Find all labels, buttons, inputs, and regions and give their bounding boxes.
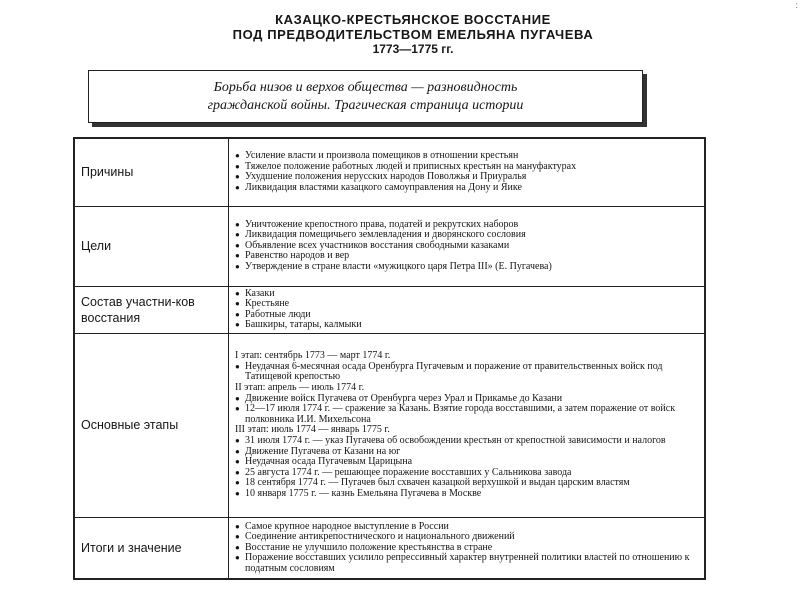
list-item-text: Восстание не улучшило положение крестьянства в стране — [245, 541, 493, 553]
bullet-icon: ● — [235, 521, 240, 531]
bullet-icon: ● — [235, 230, 240, 240]
bullet-icon: ● — [235, 151, 240, 161]
list-item-text: Самое крупное народное выступление в России — [245, 520, 449, 532]
list-item-text: Башкиры, татары, калмыки — [245, 319, 362, 331]
bullet-icon: ● — [235, 532, 240, 542]
table-row — [74, 206, 705, 286]
subtitle-box — [88, 70, 643, 123]
bullet-icon: ● — [235, 219, 240, 229]
row-items — [229, 286, 706, 333]
list-item-text: Ликвидация властями казацкого самоуправления на Дону и Яике — [245, 181, 522, 193]
row-label: Цели — [74, 206, 229, 286]
list-item — [235, 489, 700, 500]
list-item-text: Движение Пугачева от Казани на юг — [245, 445, 401, 457]
list-item-text: 12—17 июля 1774 г. — сражение за Казань. Взятие города восставшими, а затем поражение от войск полковника И.И. Михельсона — [245, 403, 676, 425]
list-item-text: 10 января 1775 г. — казнь Емельяна Пугачева в Москве — [245, 487, 482, 499]
row-items — [229, 206, 706, 286]
list-item-text: Утверждение в стране власти «мужицкого царя Петра III» (Е. Пугачева) — [245, 260, 552, 272]
bullet-icon: ● — [235, 488, 240, 498]
page-title-line-2: ПОД ПРЕДВОДИТЕЛЬСТВОМ ЕМЕЛЬЯНА ПУГАЧЕВА — [232, 27, 594, 42]
row-items — [229, 138, 706, 206]
list-item-text: Соединение антикрепостнического и национального движений — [245, 531, 515, 543]
table-row — [74, 333, 705, 517]
list-item-text: Ликвидация помещичьего землевладения и дворянского сословия — [245, 229, 526, 241]
page-header — [143, 12, 683, 56]
list-item — [235, 183, 700, 194]
row-items — [229, 333, 706, 517]
list-item-text: Неудачная 6-месячная осада Оренбурга Пугачевым и поражение от правительственных войск под Татищевой крепостью — [245, 360, 663, 383]
bullet-icon: ● — [235, 299, 240, 309]
row-label: Состав участни-ков восстания — [74, 286, 229, 333]
bullet-icon: ● — [235, 261, 240, 271]
list-item — [235, 262, 700, 273]
list-item — [235, 362, 700, 383]
bullet-icon: ● — [235, 240, 240, 250]
bullet-icon: ● — [235, 435, 240, 445]
bullet-icon: ● — [235, 309, 240, 319]
bullet-icon: ● — [235, 251, 240, 261]
row-label: Итоги и значение — [74, 517, 229, 579]
list-item-text: Уничтожение крепостного права, податей и рекрутских наборов — [245, 218, 519, 230]
bullet-icon: ● — [235, 478, 240, 488]
bullet-icon: ● — [235, 457, 240, 467]
list-item-text: Тяжелое положение работных людей и приписных крестьян на мануфактурах — [245, 160, 577, 172]
bullet-icon: ● — [235, 161, 240, 171]
list-item-text: 25 августа 1774 г. — решающее поражение восставших у Сальникова завода — [245, 466, 572, 478]
list-item-text: Неудачная осада Пугачевым Царицына — [245, 456, 413, 468]
row-items — [229, 517, 706, 579]
table-row — [74, 286, 705, 333]
list-item-text: Движение войск Пугачева от Оренбурга через Урал и Прикамье до Казани — [245, 392, 563, 404]
bullet-icon: ● — [235, 467, 240, 477]
stage-heading: I этап: сентябрь 1773 — март 1774 г. — [235, 350, 391, 362]
list-item-text: Объявление всех участников восстания свободными казаками — [245, 239, 510, 251]
bullet-icon: ● — [235, 542, 240, 552]
list-item — [235, 553, 700, 574]
stage-heading: III этап: июль 1774 — январь 1775 г. — [235, 424, 390, 436]
bullet-icon: ● — [235, 288, 240, 298]
bullet-icon: ● — [235, 553, 240, 563]
list-item — [235, 289, 700, 300]
bullet-icon: ● — [235, 182, 240, 192]
bullet-icon: ● — [235, 361, 240, 371]
page-title-line-1: КАЗАЦКО-КРЕСТЬЯНСКОЕ ВОССТАНИЕ — [275, 12, 551, 27]
list-item-text: Казаки — [245, 287, 275, 299]
subtitle-line-1: Борьба низов и верхов общества — разновидность — [213, 80, 518, 95]
list-item-text: 18 сентября 1774 г. — Пугачев был схвачен казацкой верхушкой и выдан царским властям — [245, 477, 630, 489]
list-item — [235, 404, 700, 425]
list-item — [235, 320, 700, 331]
subtitle-line-2: гражданской войны. Трагическая страница истории — [207, 98, 524, 113]
bullet-icon: ● — [235, 404, 240, 414]
list-item-text: Усиление власти и произвола помещиков в отношении крестьян — [245, 150, 519, 162]
list-item-text: Поражение восставших усилило репрессивный характер внутренней политики властей по отношению к податным сословиям — [245, 552, 690, 575]
table-row — [74, 517, 705, 579]
row-label: Основные этапы — [74, 333, 229, 517]
table-row — [74, 138, 705, 206]
bullet-icon: ● — [235, 172, 240, 182]
list-item-text: Равенство народов и вер — [245, 250, 350, 262]
list-item-text: Работные люди — [245, 308, 311, 320]
row-label: Причины — [74, 138, 229, 206]
list-item-text: 31 июля 1774 г. — указ Пугачева об освобождении крестьян от крепостной зависимости и налогов — [245, 434, 666, 446]
list-item-text: Ухудшение положения нерусских народов Поволжья и Приуралья — [245, 171, 527, 183]
bullet-icon: ● — [235, 393, 240, 403]
edge-mark: : — [795, 0, 798, 11]
page-years: 1773—1775 гг. — [372, 42, 454, 56]
bullet-icon: ● — [235, 446, 240, 456]
stage-heading: II этап: апрель — июль 1774 г. — [235, 382, 365, 393]
bullet-icon: ● — [235, 320, 240, 330]
list-item-text: Крестьяне — [245, 298, 290, 310]
uprising-table — [73, 137, 706, 580]
